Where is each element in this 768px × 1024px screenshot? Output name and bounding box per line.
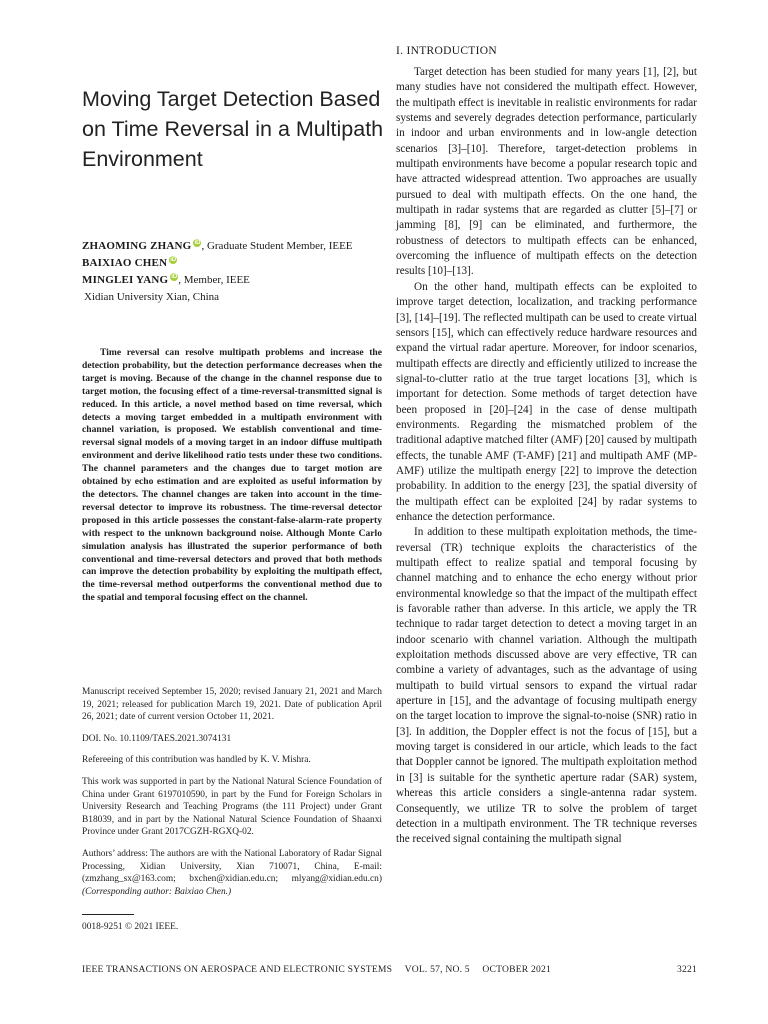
author-name: MINGLEI YANG [82, 274, 169, 286]
copyright: 0018-9251 © 2021 IEEE. [82, 922, 179, 932]
page-footer [82, 964, 697, 975]
body-paragraph: On the other hand, multipath effects can be exploited to improve target detection, localization, and tracking performance [3], [14]–[19]. The reflected multipath can be used to create virtual sensors [15], which can effectively reduce hardware resources and expand the virtual radar aperture. Moreover, for indoor scenarios, multipath effects are directly and efficiently utilized to increase the signal-to-clutter ratio at the true target locations [3], which is important for detection. Some methods of target detection have been proposed in [20]–[24] in the case of dense multipath environments. Regarding the mismatched problem of the traditional adaptive matched filter (AMF) [20] caused by multipath effects, the tunable AMF (T-AMF) [21] and multipath AMF (MP-AMF) utilize the multipath energy [22] to improve the detection probability. In addition to the energy [23], the spatial diversity of the multipath effect can be exploited [24] by radar systems to enhance the detection performance. [396, 280, 697, 523]
author-line [82, 238, 372, 255]
refereeing-note: Refereeing of this contribution was handled by K. V. Mishra. [82, 755, 311, 766]
orcid-icon[interactable]: iD [194, 240, 201, 246]
doi-note: DOI. No. 10.1109/TAES.2021.3074131 [82, 733, 232, 744]
manuscript-note: Manuscript received September 15, 2020; revised January 21, 2021 and March 19, 2021; released for publication March 19, 2021. Date of publication April 26, 2021; date of current version October 11, 2021. [82, 687, 382, 723]
journal-volume: VOL. 57, NO. 5 [404, 964, 470, 975]
section-heading: I. INTRODUCTION [396, 45, 497, 57]
author-line [82, 272, 372, 289]
body-paragraph: Target detection has been studied for many years [1], [2], but many studies have not considered the multipath effect. However, the multipath effect is inevitable in realistic environments for radar systems and severely degrades detection performance, particularly in indoor and urban environments and in low-angle detection scenarios [3]–[10]. Therefore, target-detection problems in multipath environments have become a popular research topic and have attracted widespread attention. Two approaches are usually pursued to deal with multipath effects. On the one hand, the multipath in radar systems that are regarded as clutter [5]–[7] or jamming [8], [9] can be eliminated, and furthermore, the robustness of detectors to multipath effects can be enhanced, overcoming the influence of multipath effects on the detection results [10]–[13]. [396, 66, 697, 278]
page-number: 3221 [677, 964, 697, 975]
journal-date: OCTOBER 2021 [482, 964, 551, 975]
funding-note: This work was supported in part by the National Natural Science Foundation of China under Grant 6197010590, in part by the Fund for Foreign Scholars in University Research and Teaching Programs (the 111 Project) under Grant B18039, and in part by the National Natural Science Foundation of Shaanxi Province under Grant 2017CGZH-RGXQ-02. [82, 776, 382, 838]
orcid-icon[interactable]: iD [171, 274, 178, 280]
abstract: Time reversal can resolve multipath problems and increase the detection probability, but the detection performance decreases when the target is moving. Because of the change in the channel response due to target motion, the focusing effect of a time-reversal-transmitted signal is reduced. In this article, a novel method based on time reversal, which detects a moving target embedded in a multipath environment with channel variation, is proposed. We establish conventional and time-reversal signal models of a moving target in an indoor diffuse multipath environment and derive likelihood ratio tests under these two conditions. The channel parameters and the changes due to target motion are obtained by echo estimation and are exploited as useful information by the detectors. The channel changes are taken into account in the time-reversal detector to improve its robustness. The time-reversal detector proposed in this article possesses the constant-false-alarm-rate property with respect to the unknown background noise. Although Monte Carlo simulation analysis has illustrated the superior performance of both conventional and time-reversal detectors and proved that both methods can improve the detection probability by exploiting the multipath effect, the time-reversal method outperforms the conventional method due to the spatial and temporal focusing effect on the channel. [82, 347, 382, 604]
corresponding-author: (Corresponding author: Baixiao Chen.) [82, 886, 232, 897]
introduction-body [396, 65, 697, 848]
author-line [82, 255, 372, 272]
journal-info [82, 964, 561, 975]
author-name: ZHAOMING ZHANG [82, 240, 192, 252]
address-note [82, 848, 382, 898]
journal-name: IEEE TRANSACTIONS ON AEROSPACE AND ELECTRONIC SYSTEMS [82, 964, 393, 975]
body-paragraph: In addition to these multipath exploitation methods, the time-reversal (TR) technique exploits the characteristics of the multipath effect to realize spatial and temporal focusing by channel matching and to enhance the echo energy without prior environmental knowledge so that the impact of the multipath effect is favorable rather than adverse. In this article, we apply the TR technique to radar target detection to detect a moving target in an indoor scenario with channel variation. Although the multipath exploitation methods discussed above are very effective, TR can combine a variety of advantages, such as the advantage of using multipath to build virtual sensors to expand the virtual radar aperture in [15], and the advantage of focusing multipath energy on the target location to improve the signal-to-noise (SNR) ratio in [3]. In addition, the Doppler effect is not the focus of [15], but a moving target is considered in our article, which leads to the fact that Doppler cannot be ignored. The multipath exploitation method in [3] is suitable for the synthetic aperture radar (SAR) system, whereas this article considers a single-antenna radar system. Consequently, we utilize TR to solve the problem of target detection in a multipath environment. The TR technique reverses the received signal containing the multipath signal [396, 526, 697, 846]
address-text: Authors’ address: The authors are with the National Laboratory of Radar Signal Processing, Xidian University, Xian 710071, China, E-mail: (zmzhang_sx@163.com; bxchen@xidian.edu.cn; mlyang@xidian.edu.cn) [82, 848, 382, 885]
author-name: BAIXIAO CHEN [82, 257, 168, 269]
author-block [82, 238, 372, 306]
orcid-icon[interactable]: iD [170, 257, 177, 263]
footnote-rule [82, 914, 134, 915]
author-role: , Member, IEEE [178, 274, 250, 286]
paper-title: Moving Target Detection Based on Time Reversal in a Multipath Environment [82, 87, 384, 171]
author-role: , Graduate Student Member, IEEE [201, 240, 353, 252]
affiliation: Xidian University Xian, China [84, 291, 220, 303]
footnotes [82, 686, 382, 907]
